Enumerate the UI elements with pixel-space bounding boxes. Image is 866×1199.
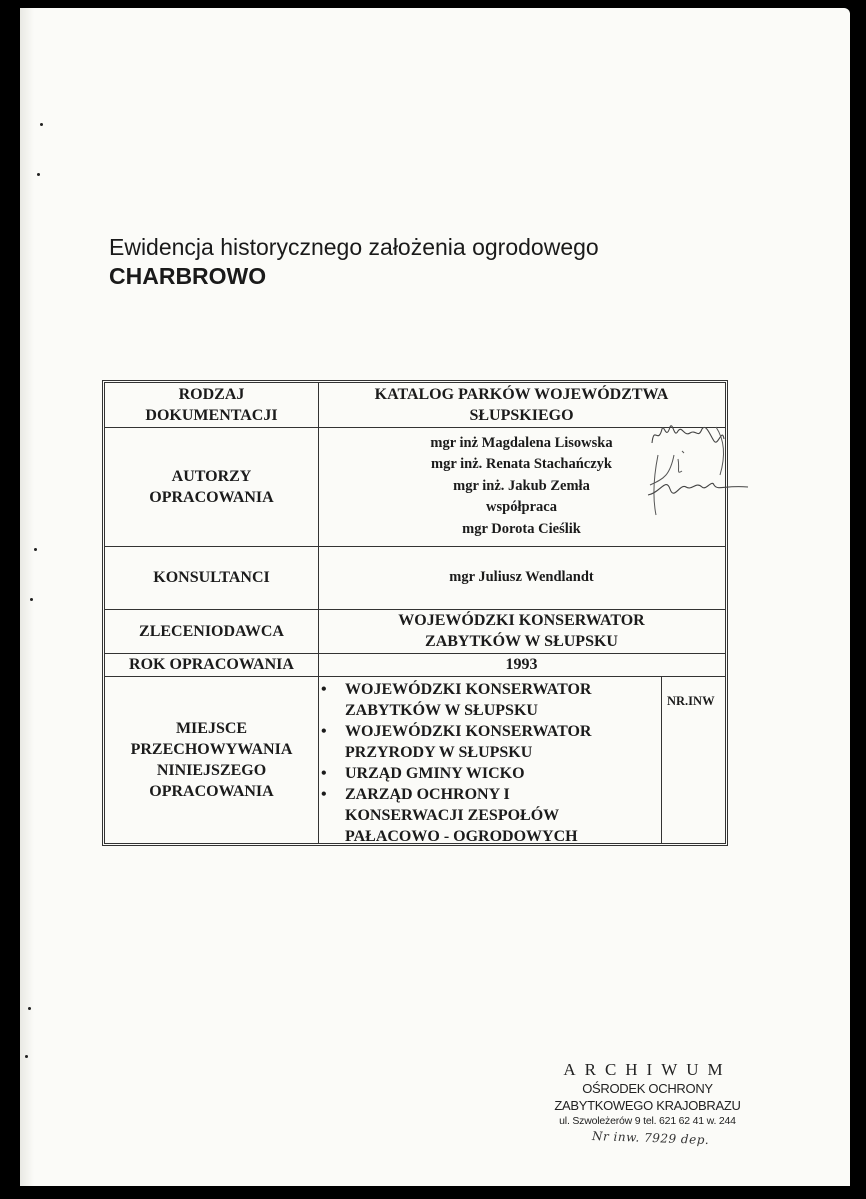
label-line: AUTORZY xyxy=(171,467,252,485)
list-item xyxy=(315,721,655,763)
label-line: ZLECENIODAWCA xyxy=(139,622,284,640)
list-item-line: PRZYRODY W SŁUPSKU xyxy=(345,744,533,761)
scan-speck xyxy=(34,548,37,551)
label-line: PRZECHOWYWANIA xyxy=(130,740,293,758)
column-divider xyxy=(661,676,662,843)
storage-location-list xyxy=(315,679,655,847)
author-name: mgr inż Magdalena Lisowska xyxy=(430,434,613,451)
bullet-icon: • xyxy=(321,765,327,782)
label-year xyxy=(105,653,318,676)
list-item-line: PAŁACOWO - OGRODOWYCH xyxy=(345,828,578,845)
stamp-line-1: OŚRODEK OCHRONY xyxy=(582,1081,713,1096)
inventory-number-label: NR.INW xyxy=(667,694,715,708)
page-edge-shadow xyxy=(20,8,34,1186)
list-item xyxy=(315,784,655,847)
scan-speck xyxy=(25,1055,28,1058)
stamp-address: ul. Szwoleżerów 9 tel. 621 62 41 w. 244 xyxy=(559,1115,736,1127)
label-line: DOKUMENTACJI xyxy=(145,407,278,424)
label-consultants xyxy=(105,546,318,609)
label-line: NINIEJSZEGO xyxy=(156,761,267,779)
label-document-type xyxy=(105,383,318,427)
value-line: WOJEWÓDZKI KONSERWATOR xyxy=(398,612,645,629)
list-item-line: WOJEWÓDZKI KONSERWATOR xyxy=(345,723,592,740)
author-name: mgr Dorota Cieślik xyxy=(462,520,581,537)
documentation-table xyxy=(102,380,728,846)
label-line: KONSULTANCI xyxy=(153,569,270,586)
bullet-icon: • xyxy=(321,681,327,698)
value-commissioner xyxy=(318,609,725,653)
list-item-line: URZĄD GMINY WICKO xyxy=(345,765,525,782)
author-name: mgr inż. Jakub Zemła xyxy=(453,477,590,494)
consultant-name: mgr Juliusz Wendlandt xyxy=(449,568,594,585)
list-item-line: KONSERWACJI ZESPOŁÓW xyxy=(345,807,560,824)
value-year xyxy=(318,653,725,676)
document-subtitle: CHARBROWO xyxy=(109,263,267,289)
label-line: RODZAJ xyxy=(178,386,245,403)
year-value: 1993 xyxy=(505,656,538,673)
value-line: KATALOG PARKÓW WOJEWÓDZTWA xyxy=(374,386,669,403)
label-storage-location xyxy=(105,676,318,843)
scan-speck xyxy=(40,123,43,126)
scan-speck xyxy=(30,598,33,601)
signature-scribble xyxy=(640,415,750,525)
label-line: OPRACOWANIA xyxy=(149,488,274,506)
value-line: ZABYTKÓW W SŁUPSKU xyxy=(425,633,618,650)
list-item xyxy=(315,679,655,721)
list-item xyxy=(315,763,655,784)
label-commissioner xyxy=(105,609,318,653)
value-line: SŁUPSKIEGO xyxy=(469,407,574,424)
bullet-icon: • xyxy=(321,786,327,803)
label-line: OPRACOWANIA xyxy=(149,782,274,800)
collaboration-label: współpraca xyxy=(486,499,557,516)
list-item-line: ZABYTKÓW W SŁUPSKU xyxy=(345,702,538,719)
scan-speck xyxy=(37,173,40,176)
value-consultants xyxy=(318,546,725,609)
document-title: Ewidencja historycznego założenia ogrodowego xyxy=(109,234,599,260)
author-name: mgr inż. Renata Stachańczyk xyxy=(431,456,612,473)
label-authors xyxy=(105,427,318,546)
list-item-line: ZARZĄD OCHRONY I xyxy=(345,786,510,803)
stamp-heading: ARCHIWUM xyxy=(563,1060,732,1079)
stamp-line-2: ZABYTKOWEGO KRAJOBRAZU xyxy=(554,1098,741,1113)
label-line: MIEJSCE xyxy=(175,719,248,737)
list-item-line: WOJEWÓDZKI KONSERWATOR xyxy=(345,681,592,698)
archive-stamp xyxy=(540,1060,755,1129)
handwritten-inventory-note: Nr inw. 7929 dep. xyxy=(591,1128,710,1148)
label-line: ROK OPRACOWANIA xyxy=(129,656,294,673)
scan-speck xyxy=(28,1007,31,1010)
bullet-icon: • xyxy=(321,723,327,740)
